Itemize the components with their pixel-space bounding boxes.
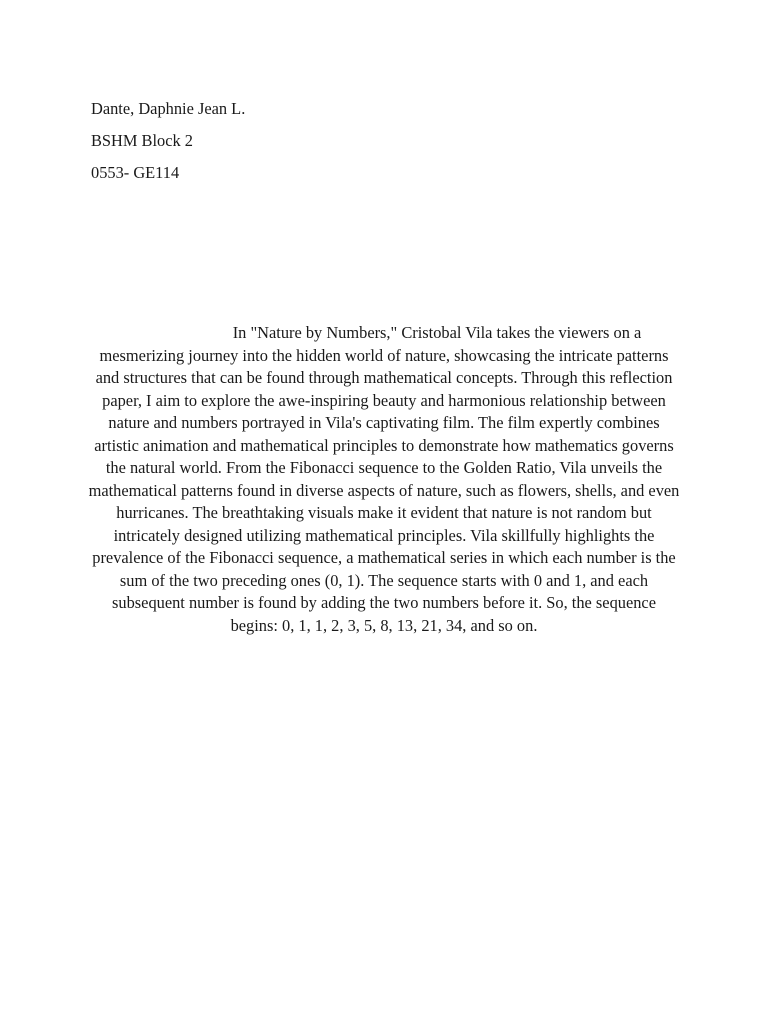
reflection-paragraph [88,322,680,637]
student-name: Dante, Daphnie Jean L. [91,99,246,118]
student-section: BSHM Block 2 [91,131,194,150]
reflection-paragraph-text: In "Nature by Numbers," Cristobal Vila takes the viewers on a mesmerizing journey into the hidden world of nature, showcasing the intricate patterns and structures that can be found through mathematical concepts. Through this reflection paper, I aim to explore the awe-inspiring beauty and harmonious relationship between nature and numbers portrayed in Vila's captivating film. The film expertly combines artistic animation and mathematical principles to demonstrate how mathematics governs the natural world. From the Fibonacci sequence to the Golden Ratio, Vila unveils the mathematical patterns found in diverse aspects of nature, such as flowers, shells, and even hurricanes. The breathtaking visuals make it evident that nature is not random but intricately designed utilizing mathematical principles. Vila skillfully highlights the prevalence of the Fibonacci sequence, a mathematical series in which each number is the sum of the two preceding ones (0, 1). The sequence starts with 0 and 1, and each subsequent number is found by adding the two numbers before it. So, the sequence begins: 0, 1, 1, 2, 3, 5, 8, 13, 21, 34, and so on. [88,323,680,635]
document-header [91,93,245,189]
course-code: 0553- GE114 [91,163,180,182]
